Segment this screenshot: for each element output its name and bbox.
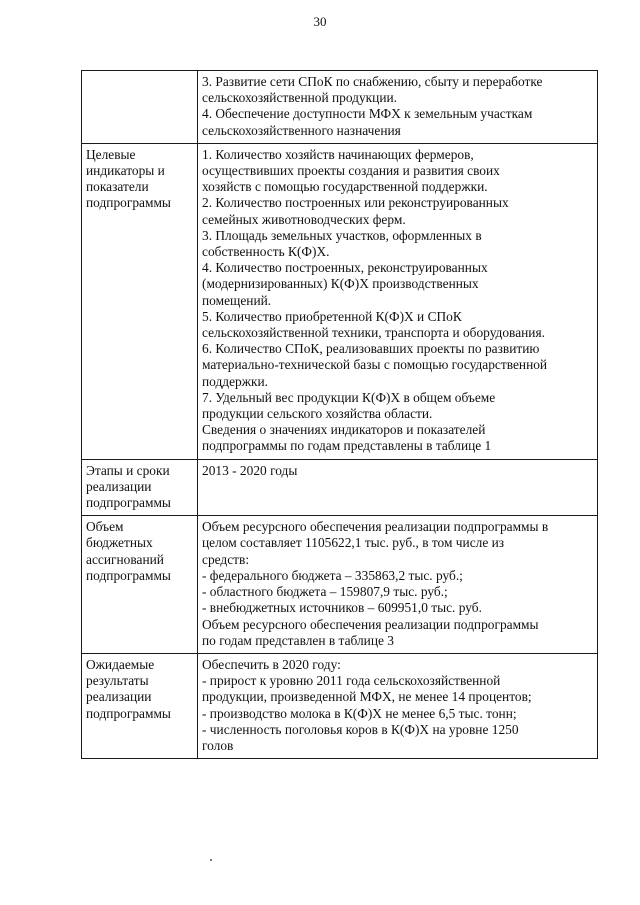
row-value-line: подпрограммы по годам представлены в таблице 1 [202, 438, 492, 454]
row-label-line: Этапы и сроки [86, 462, 170, 478]
row-value-cell [198, 653, 598, 758]
row-label-cell [82, 653, 198, 758]
row-value-line: 1. Количество хозяйств начинающих фермеров, [202, 146, 474, 162]
row-value-line: собственность К(Ф)Х. [202, 244, 330, 260]
row-value-line: целом составляет 1105622,1 тыс. руб., в том числе из [202, 535, 505, 551]
row-value-line: хозяйств с помощью государственной поддержки. [202, 179, 488, 195]
row-target-indicators [82, 143, 598, 459]
row-value-line: Объем ресурсного обеспечения реализации подпрограммы [202, 616, 539, 632]
row-label-line: Ожидаемые [86, 656, 155, 672]
row-label-cell [82, 143, 198, 459]
row-value-line: сельскохозяйственной техники, транспорта и оборудования. [202, 325, 545, 341]
row-value-line: семейных животноводческих ферм. [202, 211, 406, 227]
row-label-line: подпрограммы [86, 195, 171, 211]
row-value-line: продукции, произведенной МФХ, не менее 14 процентов; [202, 689, 532, 705]
row-value-line: продукции сельского хозяйства области. [202, 406, 433, 422]
row-label-line: подпрограммы [86, 495, 171, 511]
row-value-line: по годам представлен в таблице 3 [202, 632, 394, 648]
row-value-line: 7. Удельный вес продукции К(Ф)Х в общем объеме [202, 389, 496, 405]
row-value-line: материально-технической базы с помощью государственной [202, 357, 548, 373]
row-value-line: 2013 - 2020 годы [202, 462, 298, 478]
row-label-line: реализации [86, 689, 152, 705]
subprogram-passport-table [81, 70, 598, 759]
row-value-line: поддержки. [202, 373, 269, 389]
row-value-line: - численность поголовья коров в К(Ф)Х на уровне 1250 [202, 721, 519, 737]
row-value-line: осуществивших проекты создания и развития своих [202, 163, 500, 179]
scan-speck [210, 859, 212, 861]
row-value-line: - областного бюджета – 159807,9 тыс. руб.; [202, 584, 448, 600]
row-label-cell [82, 516, 198, 654]
row-value-cell [198, 71, 598, 144]
row-value-line: (модернизированных) К(Ф)Х производственных [202, 276, 479, 292]
row-value-line: Обеспечить в 2020 году: [202, 656, 341, 672]
row-value-line: 3. Площадь земельных участков, оформленных в [202, 227, 482, 243]
row-value-line: Объем ресурсного обеспечения реализации подпрограммы в [202, 519, 549, 535]
row-budget-allocations [82, 516, 598, 654]
passport-table-body [82, 71, 598, 759]
row-label-line: показатели [86, 179, 149, 195]
row-value-cell [198, 459, 598, 516]
row-label-cell [82, 459, 198, 516]
row-value-line: 3. Развитие сети СПоК по снабжению, сбыту и переработке [202, 74, 543, 89]
row-value-line: 2. Количество построенных или реконструированных [202, 195, 509, 211]
row-stages-and-timing [82, 459, 598, 516]
row-label-line: подпрограммы [86, 705, 171, 721]
row-value-line: - производство молока в К(Ф)Х не менее 6,5 тыс. тонн; [202, 705, 517, 721]
row-label-line: Объем [86, 519, 124, 535]
row-value-line: сельскохозяйственной продукции. [202, 90, 398, 106]
row-label-line: реализации [86, 478, 152, 494]
row-value-line: помещений. [202, 292, 272, 308]
row-value-line: 4. Обеспечение доступности МФХ к земельным участкам [202, 106, 533, 122]
row-value-line: средств: [202, 551, 250, 567]
row-label-line: индикаторы и [86, 163, 165, 179]
row-label-line: результаты [86, 673, 149, 689]
row-value-line: 4. Количество построенных, реконструированных [202, 260, 488, 276]
row-activities-continued [82, 71, 598, 144]
row-label-cell [82, 71, 198, 144]
row-value-line: - внебюджетных источников – 609951,0 тыс. руб. [202, 600, 482, 616]
row-label-line: бюджетных [86, 535, 153, 551]
row-value-line: - федерального бюджета – 335863,2 тыс. руб.; [202, 567, 463, 583]
page-number: 30 [313, 14, 327, 29]
row-value-line: 6. Количество СПоК, реализовавших проекты по развитию [202, 341, 540, 357]
row-expected-results [82, 653, 598, 758]
row-value-cell [198, 143, 598, 459]
row-value-line: сельскохозяйственного назначения [202, 122, 401, 138]
row-value-line: Сведения о значениях индикаторов и показателей [202, 422, 486, 438]
row-value-line: - прирост к уровню 2011 года сельскохозяйственной [202, 673, 501, 689]
row-value-line: голов [202, 737, 234, 753]
row-label-line: Целевые [86, 146, 136, 162]
row-label-line: подпрограммы [86, 567, 171, 583]
row-label-line: ассигнований [86, 551, 164, 567]
row-value-cell [198, 516, 598, 654]
row-value-line: 5. Количество приобретенной К(Ф)Х и СПоК [202, 308, 462, 324]
